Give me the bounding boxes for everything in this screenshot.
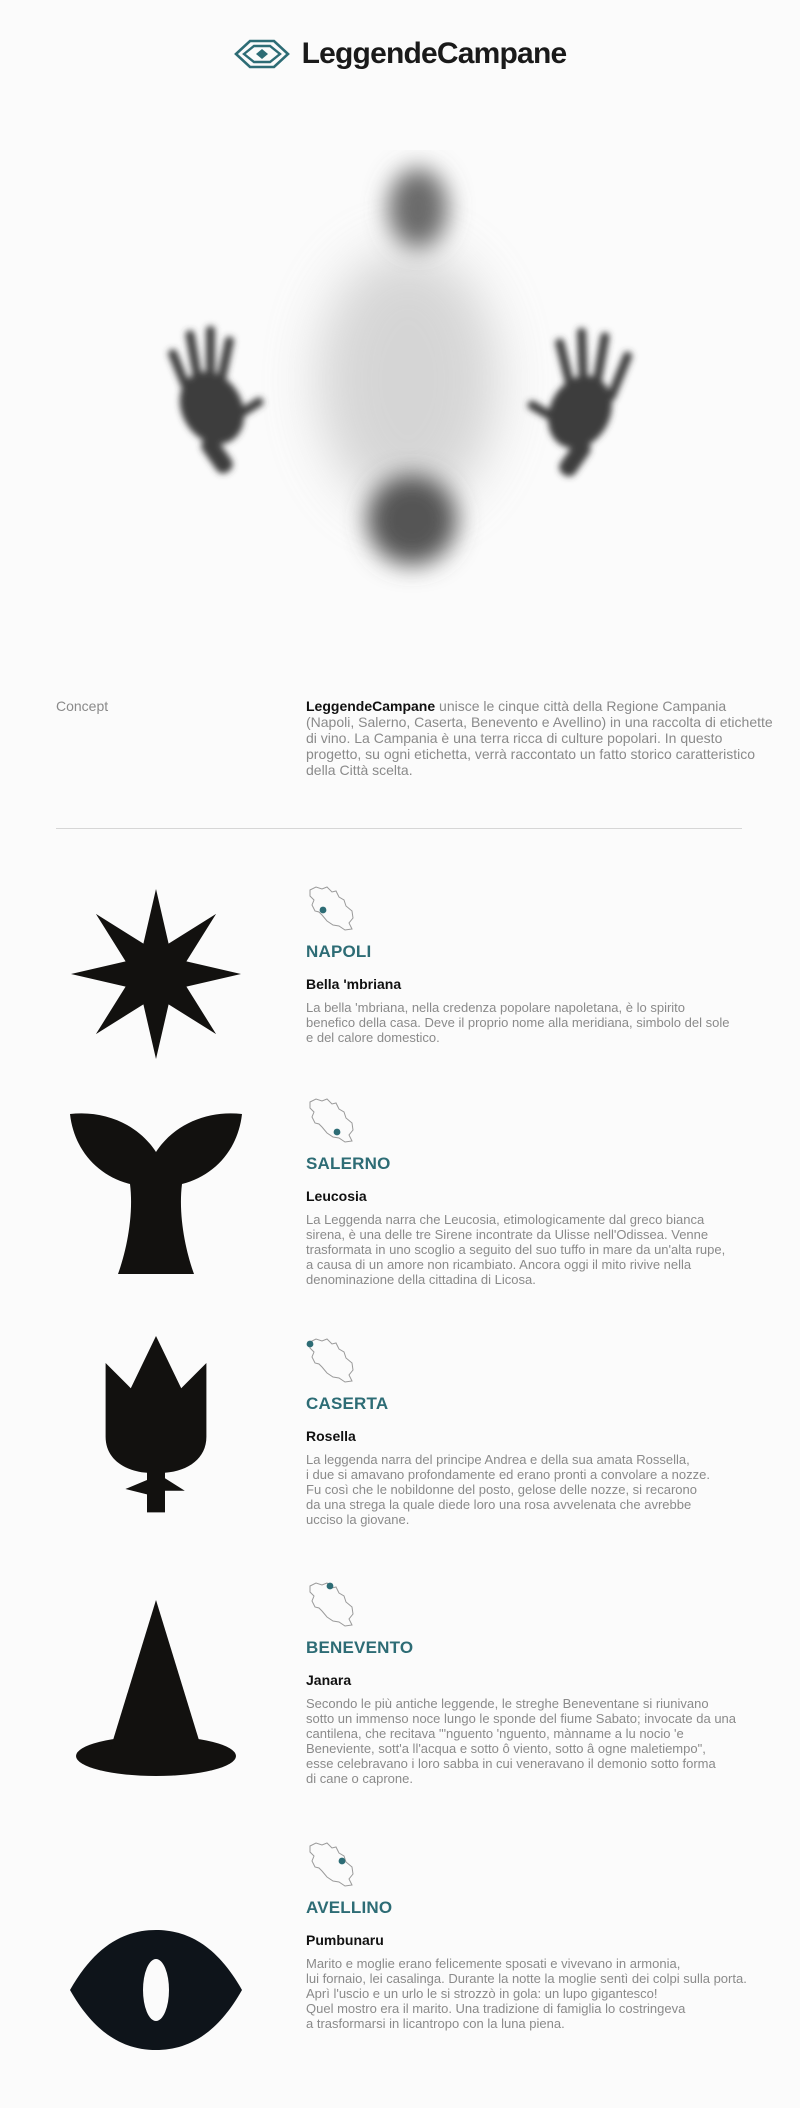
concept-text <box>306 698 776 778</box>
campania-map-icon <box>306 1580 356 1628</box>
concept-brand: LeggendeCampane <box>306 698 436 714</box>
campania-map-icon <box>306 1336 356 1384</box>
legend-title: Pumbunaru <box>306 1932 384 1948</box>
mermaid-tail-icon <box>66 1106 246 1286</box>
city-name: AVELLINO <box>306 1898 393 1917</box>
witch-hat-icon <box>66 1600 246 1780</box>
divider <box>56 828 742 829</box>
eye-icon <box>66 1900 246 2080</box>
city-info <box>306 1580 776 1786</box>
tulip-rose-icon <box>66 1336 246 1516</box>
hero-image <box>150 150 650 610</box>
legend-text: La Leggenda narra che Leucosia, etimologicamente dal greco bianca sirena, è una delle tre Sirene incontrate da Ulisse nell'Odissea. Venne trasformata in uno scoglio a seguito del suo tuffo in mare da un'alta rupe, a causa di un amore non ricambiato. Ancora oggi il mito rivive nella denominazione della cittadina di Licosa. <box>306 1212 726 1287</box>
city-name: NAPOLI <box>306 942 372 961</box>
legend-text: La bella 'mbriana, nella credenza popolare napoletana, è lo spirito benefico della casa. Deve il proprio nome alla meridiana, simbolo del sole e del calore domestico. <box>306 1000 730 1045</box>
campania-map-icon <box>306 1096 356 1144</box>
legend-title: Leucosia <box>306 1188 367 1204</box>
city-name: BENEVENTO <box>306 1638 414 1657</box>
city-info <box>306 1336 776 1527</box>
city-info <box>306 1096 776 1287</box>
eight-point-star-icon <box>66 884 246 1064</box>
brand-name: LeggendeCampane <box>301 37 567 70</box>
city-info <box>306 884 776 1045</box>
eye-diamond-icon <box>234 38 290 70</box>
legend-title: Janara <box>306 1672 352 1688</box>
legend-text: Secondo le più antiche leggende, le streghe Beneventane si riunivano sotto un immenso noce lungo le sponde del fiume Sabato; invocate da una cantilena, che recitava "'nguento 'nguento, mànname a lu nocio 'e Beneviente, sott'a ll'acqua e sotto ô viento, sotto â ogne maletiempo", esse celebravano i loro sabba in cui veneravano il demonio sotto forma di cane o caprone. <box>306 1696 737 1786</box>
legend-text: La leggenda narra del principe Andrea e della sua amata Rossella, i due si amavano profondamente ed erano pronti a convolare a nozze. Fu così che le nobildonne del posto, gelose delle nozze, si recarono da una strega la quale diede loro una rosa avvelenata che avrebbe ucciso la giovane. <box>306 1452 710 1527</box>
concept-body: unisce le cinque città della Regione Campania (Napoli, Salerno, Caserta, Benevento e Avellino) in una raccolta di etichette di vino. La Campania è una terra ricca di culture popolari. In questo progetto, su ogni etichetta, verrà raccontato un fatto storico caratteristico della Città scelta. <box>306 698 773 778</box>
campania-map-icon <box>306 1840 356 1888</box>
city-name: CASERTA <box>306 1394 389 1413</box>
city-info <box>306 1840 776 2031</box>
concept-label: Concept <box>56 698 109 714</box>
legend-title: Rosella <box>306 1428 356 1444</box>
campania-map-icon <box>306 884 356 932</box>
city-name: SALERNO <box>306 1154 391 1173</box>
header <box>0 34 800 74</box>
legend-title: Bella 'mbriana <box>306 976 402 992</box>
legend-text: Marito e moglie erano felicemente sposati e vivevano in armonia, lui fornaio, lei casalinga. Durante la notte la moglie sentì dei colpi sulla porta. Aprì l'uscio e un urlo le si strozzò in gola: un lupo gigantesco! Quel mostro era il marito. Una tradizione di famiglia lo costringeva a trasformarsi in licantropo con la luna piena. <box>306 1956 747 2031</box>
